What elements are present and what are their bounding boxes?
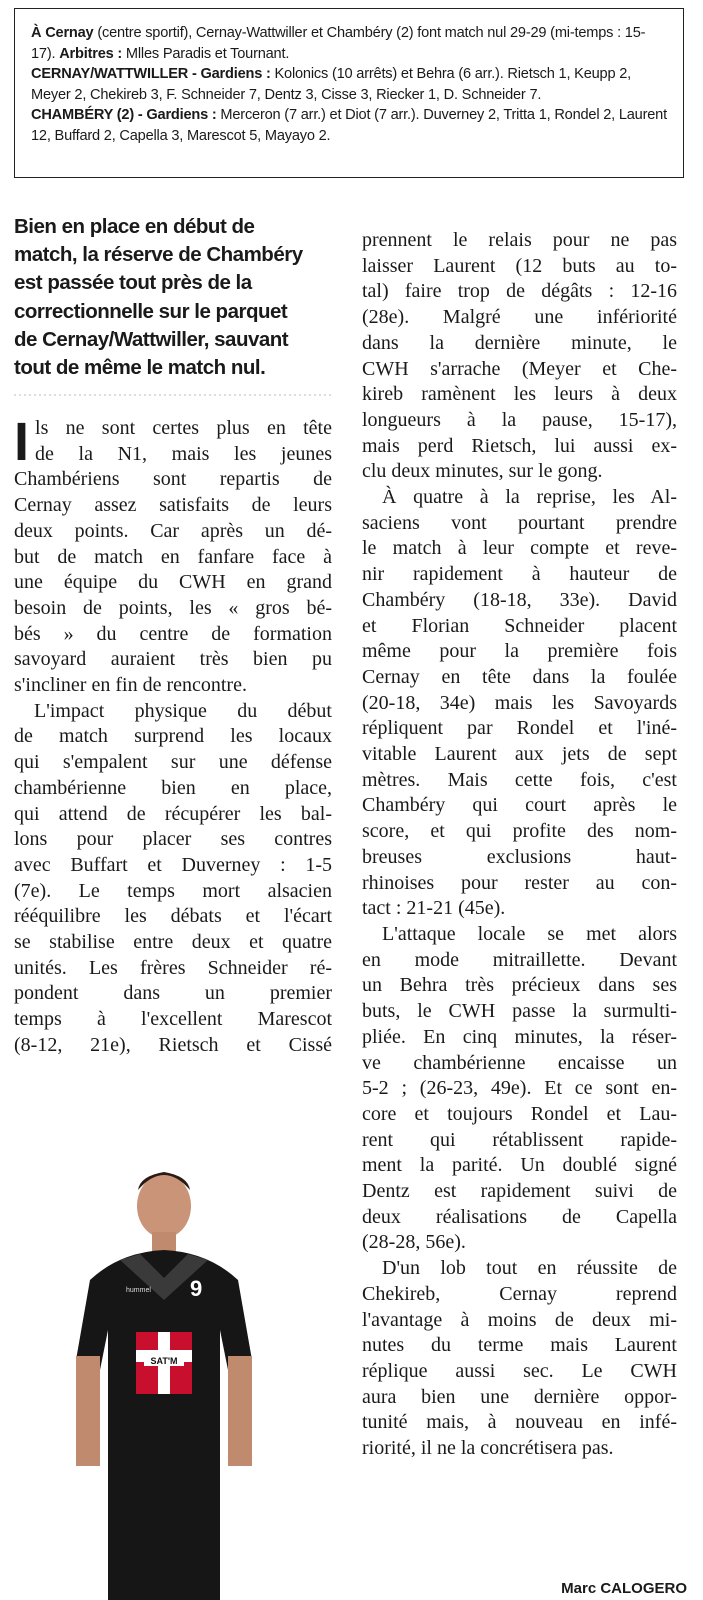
article-text-line: ve chambérienne encaisse un	[362, 1051, 677, 1074]
article-text-line: CWH s'arrache (Meyer et Che-	[362, 357, 677, 380]
article-text-line: une équipe du CWH en grand	[14, 571, 332, 594]
article-text-line: (8-12, 21e), Rietsch et Cissé	[14, 1033, 332, 1056]
article-text-line: savoyard auraient très bien pu	[14, 648, 332, 671]
article-text-line: longueurs à la pause, 15-17),	[362, 408, 677, 431]
article-text-line: de la N1, mais les jeunes	[35, 442, 332, 465]
article-text-line: Chambéry (18-18, 33e). David	[362, 588, 677, 611]
article-text-line: de match surprend les locaux	[14, 725, 332, 748]
article-text-line: Cernay en tête dans la foulée	[362, 665, 677, 688]
factbox-referees: Mlles Paradis et Tournant.	[122, 45, 290, 62]
article-text-line: en mode mitraillette. Devant	[362, 948, 677, 971]
player-photo	[60, 1160, 270, 1600]
drop-cap: I	[14, 412, 30, 472]
article-text-line: et Florian Schneider placent	[362, 614, 677, 637]
factbox-chambery-label: CHAMBÉRY (2) - Gardiens :	[31, 107, 217, 124]
article-text-line: tact : 21-21 (45e).	[362, 897, 506, 920]
article-text-line: dans la dernière minute, le	[362, 331, 677, 354]
article-text-line: qui attend de récupérer les bal-	[14, 802, 332, 825]
factbox-text	[31, 23, 667, 147]
article-text-line: laisser Laurent (12 buts au to-	[362, 254, 677, 277]
article-text-line: À quatre à la reprise, les Al-	[382, 486, 677, 509]
article-text-line: mais perd Rietsch, lui aussi ex-	[362, 434, 677, 457]
article-lead	[14, 213, 334, 382]
article-text-line: nir rapidement à hauteur de	[362, 563, 677, 586]
article-column-right	[362, 228, 677, 1462]
article-text-line: rhinoises pour rester au con-	[362, 871, 677, 894]
article-text-line: qui s'empalent sur une défense	[14, 751, 332, 774]
article-text-line: buts, le CWH passe la surmulti-	[362, 1000, 677, 1023]
article-text-line: (28e). Malgré une infériorité	[362, 306, 677, 329]
article-text-line: Chambériens sont repartis de	[14, 468, 332, 491]
article-text-line: deux réalisations de Capella	[362, 1205, 677, 1228]
article-text-line: saciens vont pourtant prendre	[362, 511, 677, 534]
lead-separator	[14, 394, 334, 396]
article-text-line: tunité mais, à nouveau en infé-	[362, 1411, 677, 1434]
article-text-line: tal) faire trop de dégâts : 12-16	[362, 280, 677, 303]
sponsor-logo: SAT'M	[150, 1356, 178, 1366]
article-text-line: kireb ramènent les leurs à deux	[362, 383, 677, 406]
article-text-line: chambérienne bien en place,	[14, 776, 332, 799]
lead-line: de Cernay/Wattwiller, sauvant	[14, 327, 289, 351]
article-text-line: pondent dans un premier	[14, 982, 332, 1005]
lead-line: correctionnelle sur le parquet	[14, 299, 288, 323]
factbox-referees-label: Arbitres :	[59, 45, 123, 62]
article-text-line: 5-2 ; (26-23, 49e). Et ce sont en-	[362, 1077, 677, 1100]
article-text-line: unités. Les frères Schneider ré-	[14, 956, 332, 979]
lead-line: est passée tout près de la	[14, 271, 252, 295]
article-text-line: (7e). Le temps mort alsacien	[14, 879, 332, 902]
article-text-line: bés » du centre de formation	[14, 622, 332, 645]
article-text-line: répliquent par Rondel et l'iné-	[362, 717, 677, 740]
article-text-line: L'attaque locale se met alors	[382, 922, 677, 945]
lead-line: match, la réserve de Chambéry	[14, 243, 303, 267]
article-text-line: prennent le relais pour ne pas	[362, 229, 677, 251]
article-text-line: s'incliner en fin de rencontre.	[14, 674, 247, 697]
article-text-line: temps à l'excellent Marescot	[14, 1008, 332, 1031]
player-figure	[76, 1172, 252, 1600]
article-text-line: besoin de points, les « gros bé-	[14, 596, 332, 619]
lead-line: tout de même le match nul.	[14, 356, 266, 380]
article-text-line: nutes du terme mais Laurent	[362, 1334, 677, 1357]
article-text-line: vitable Laurent aux jets de sept	[362, 743, 677, 766]
article-text-line: Chekireb, Cernay reprend	[362, 1282, 677, 1305]
article-text-line: ment la parité. Un doublé signé	[362, 1154, 677, 1177]
article-text-line: mètres. Mais cette fois, c'est	[362, 768, 677, 791]
jersey-brand: hummel	[126, 1287, 151, 1294]
factbox-cernay-label: CERNAY/WATTWILLER - Gardiens :	[31, 66, 271, 83]
article-text-line: riorité, il ne la concrétisera pas.	[362, 1437, 614, 1460]
article-text-line: D'un lob tout en réussite de	[382, 1257, 677, 1280]
factbox-result: (centre sportif), Cernay-Wattwiller et Chambéry (2) font match nul 29-29 (mi-temps : 15-17).	[31, 25, 646, 62]
article-text-line: le match à leur compte et reve-	[362, 537, 677, 560]
article-text-line: (28-28, 56e).	[362, 1231, 466, 1254]
article-text-line: l'avantage à moins de deux mi-	[362, 1308, 677, 1331]
article-text-line: avec Buffart et Duverney : 1-5	[14, 853, 332, 876]
article-text-line: (20-18, 34e) mais les Savoyards	[362, 691, 677, 714]
jersey-number: 9	[190, 1276, 203, 1301]
article-column-left	[14, 412, 332, 1059]
article-text-line: Dentz est rapidement suivi de	[362, 1180, 677, 1203]
article-text-line: core et toujours Rondel et Lau-	[362, 1102, 677, 1125]
article-text-line: se stabilise entre deux et quatre	[14, 931, 332, 954]
article-text-line: lons pour placer ses contres	[14, 828, 332, 851]
article-text-line: rééquilibre les débats et l'écart	[14, 905, 332, 928]
article-text-line: Chambéry qui court après le	[362, 794, 677, 817]
factbox-cernay-scorers: Kolonics (10 arrêts) et Behra (6 arr.). Rietsch 1, Keupp 2, Meyer 2, Chekireb 3, F. Schneider 7, Dentz 3, Cisse 3, Riecker 1, D. Schneider 7.	[31, 66, 631, 103]
article-text-line: score, et qui profite des nom-	[362, 820, 677, 843]
article-text-line: pliée. En cinq minutes, la réser-	[362, 1025, 677, 1048]
article-text-line: même pour la première fois	[362, 640, 677, 663]
article-text-line: breuses exclusions haut-	[362, 845, 677, 868]
factbox-chambery-scorers: Merceron (7 arr.) et Diot (7 arr.). Duverney 2, Tritta 1, Rondel 2, Laurent 12, Buffard 2, Capella 3, Marescot 5, Mayayo 2.	[31, 107, 667, 144]
article-text-line: réplique aussi sec. Le CWH	[362, 1359, 677, 1382]
article-text-line: rent qui rétablissent rapide-	[362, 1128, 677, 1151]
article-text-line: deux points. Car après un dé-	[14, 519, 332, 542]
article-text-line: ls ne sont certes plus en tête	[35, 417, 332, 439]
article-text-line: L'impact physique du début	[34, 699, 332, 722]
article-text-line: Cernay assez satisfaits de leurs	[14, 494, 332, 517]
lead-line: Bien en place en début de	[14, 215, 255, 238]
article-text-line: un Behra très précieux dans ses	[362, 974, 677, 997]
article-text-line: but de match en fanfare face à	[14, 545, 332, 568]
article-text-line: clu deux minutes, sur le gong.	[362, 460, 603, 483]
match-factbox	[14, 8, 684, 178]
factbox-venue: À Cernay	[31, 25, 94, 41]
article-byline: Marc CALOGERO	[561, 1580, 687, 1597]
article-text-line: aura bien une dernière oppor-	[362, 1385, 677, 1408]
